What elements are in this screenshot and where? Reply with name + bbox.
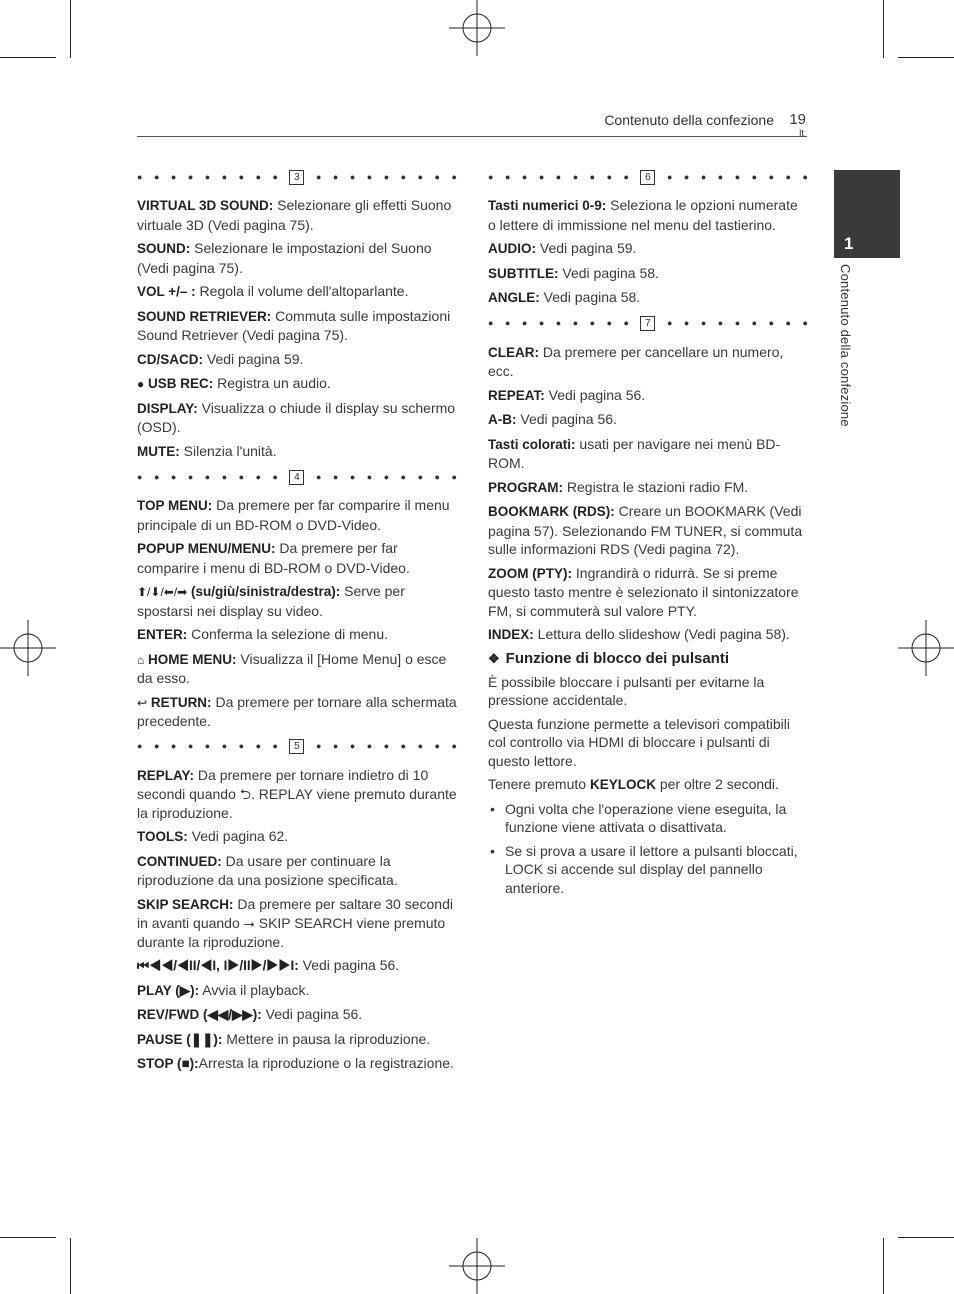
entry (137, 852, 457, 890)
entry-text: Registra le stazioni radio FM. (563, 478, 749, 495)
entry-text: Conferma la selezione di menu. (187, 626, 389, 642)
entry-key: HOME MENU: (144, 651, 237, 667)
entry-key: CONTINUED: (137, 853, 222, 869)
entry-text: usati per navigare nei menù BD-ROM. (488, 435, 781, 471)
button-icon: ● (137, 377, 145, 391)
entry (488, 625, 808, 645)
entry-key: PAUSE (❚❚): (137, 1031, 223, 1047)
entry (137, 827, 457, 847)
entry (488, 410, 808, 430)
dot-icon: ● (315, 471, 322, 482)
header-title: Contenuto della confezione (604, 112, 774, 128)
entry (137, 399, 457, 437)
dot-icon: ● (768, 318, 774, 328)
crop-mark (70, 0, 71, 58)
entry-key: CLEAR: (488, 344, 539, 360)
entry-key: A-B: (488, 412, 517, 427)
dot-icon: ● (434, 471, 440, 482)
dot-icon: ● (272, 741, 278, 751)
crop-mark (883, 0, 884, 58)
dot-icon: ● (555, 318, 562, 328)
feature-paragraph: È possibile bloccare i pulsanti per evitarne la pressione accidentale. (488, 673, 765, 708)
dot-icon: ● (332, 171, 339, 182)
entry (137, 496, 457, 534)
entry-key: REPEAT: (488, 387, 545, 403)
right-sections (488, 166, 808, 645)
entry-text: Da premere per far comparire il menu principale di un BD-ROM o DVD-Video. (137, 497, 450, 533)
entry-text: Visualizza o chiude il display su schermo (OSD). (137, 399, 456, 435)
entry-key: Tasti colorati: (488, 436, 576, 452)
entry-text: Vedi pagina 62. (187, 828, 289, 844)
entry-key: SKIP SEARCH: (137, 896, 234, 912)
dot-icon: ● (349, 741, 356, 751)
entry-key: USB REC: (144, 376, 214, 391)
language-code: It (798, 128, 804, 138)
dot-icon: ● (349, 171, 356, 182)
dot-icon: ● (451, 741, 457, 751)
entry-key: ⏮◀◀/◀II/◀I, I▶/II▶/▶▶I: (137, 958, 299, 973)
dot-icon: ● (589, 318, 596, 328)
dot-icon: ● (417, 471, 423, 482)
entry (137, 895, 457, 952)
dot-icon: ● (734, 171, 741, 182)
chapter-label: Contenuto della confezione (838, 264, 853, 427)
dot-icon: ● (751, 171, 758, 182)
dot-icon: ● (383, 171, 390, 182)
entry-key: VIRTUAL 3D SOUND: (137, 198, 274, 213)
entry-key: STOP (■): (137, 1056, 199, 1071)
dot-icon: ● (623, 171, 629, 182)
dot-icon: ● (315, 171, 322, 182)
entry-key: SOUND RETRIEVER: (137, 308, 272, 324)
dot-icon: ● (606, 171, 612, 182)
dot-icon: ● (666, 171, 673, 182)
entry-text: Vedi pagina 56. (261, 1006, 363, 1022)
crop-mark (898, 1237, 954, 1238)
feature-paragraph: Questa funzione permette a televisori compatibili col controllo via HDMI di bloccare i pulsanti di questo lettore. (488, 715, 790, 769)
dot-icon: ● (768, 171, 774, 182)
entry-key: TOOLS: (137, 829, 188, 844)
dot-icon: ● (366, 741, 373, 751)
entry (488, 196, 808, 234)
dot-icon: ● (187, 171, 194, 182)
entry-text: Silenzia l'unità. (179, 442, 277, 459)
entry-key: ENTER: (137, 627, 188, 642)
dot-icon: ● (153, 171, 160, 182)
button-icon: ⬆/⬇/⬅/➡ (137, 585, 188, 599)
entry (137, 442, 457, 462)
dot-icon: ● (751, 318, 758, 328)
dot-icon: ● (332, 471, 339, 482)
registration-mark-icon (449, 0, 505, 56)
entry (137, 307, 457, 345)
entry-key: POPUP MENU/MENU: (137, 541, 276, 556)
section-number-badge: 7 (640, 316, 655, 331)
feature-paragraph (488, 775, 808, 795)
entry-key: PROGRAM: (488, 479, 563, 495)
entry-key: Tasti numerici 0-9: (488, 198, 607, 213)
dot-icon: ● (572, 318, 579, 328)
entry (137, 239, 457, 277)
bullet-icon: • (490, 842, 495, 859)
dot-icon: ● (255, 741, 261, 751)
keylock-label: KEYLOCK (589, 777, 656, 792)
dot-icon: ● (417, 171, 423, 182)
dot-icon: ● (451, 171, 457, 182)
dot-icon: ● (349, 471, 356, 482)
dot-icon: ● (434, 171, 440, 182)
entry (137, 282, 457, 302)
registration-mark-icon (0, 620, 56, 676)
entry (137, 1054, 457, 1074)
dot-icon: ● (488, 318, 494, 328)
entry (488, 288, 808, 308)
entry (137, 981, 457, 1001)
entry-text: Da premere per tornare indietro di 10 secondi quando ⮌. REPLAY viene premuto durante la riproduzione. (137, 766, 457, 821)
chapter-number: 1 (844, 234, 854, 253)
dot-icon: ● (802, 318, 808, 328)
entry-text: Serve per spostarsi nei display su video. (137, 583, 405, 619)
entry (137, 766, 457, 823)
dot-icon: ● (504, 171, 511, 182)
entry-text: Ingrandirà o ridurrà. Se si preme questo tasto mentre è selezionato il sintonizzatore FM, si commuterà sul valore PTY. (488, 564, 799, 619)
entry-key: TOP MENU: (137, 498, 213, 513)
entry (488, 502, 808, 559)
entry-text: Avvia il playback. (199, 981, 310, 998)
dot-icon: ● (802, 171, 808, 182)
dot-icon: ● (785, 171, 791, 182)
dot-icon: ● (417, 741, 423, 751)
dot-icon: ● (572, 171, 579, 182)
page-number: 19 (789, 111, 806, 128)
entry-key: PLAY (▶): (137, 982, 200, 998)
entry-text: Vedi pagina 56. (544, 386, 646, 403)
section-number-badge: 5 (289, 739, 304, 754)
entry (488, 386, 808, 406)
dot-icon: ● (434, 741, 440, 751)
entry-text: Regola il volume dell'altoparlante. (195, 283, 409, 299)
feature-text: per oltre 2 secondi. (655, 776, 779, 792)
registration-mark-icon (898, 620, 954, 676)
dot-icon: ● (504, 318, 511, 328)
entry-text: Da usare per continuare la riproduzione da una posizione specificata. (137, 852, 398, 888)
dot-icon: ● (187, 741, 194, 751)
entry-text: Visualizza il [Home Menu] o esce da esso. (137, 650, 447, 686)
dot-icon: ● (606, 318, 612, 328)
entry-text: Da premere per saltare 30 secondi in avanti quando ⭢ SKIP SEARCH viene premuto durante la riproduzione. (137, 895, 453, 950)
feature-heading (488, 650, 808, 667)
button-icon: ⌂ (137, 652, 145, 667)
entry (137, 693, 457, 731)
dot-icon: ● (170, 741, 177, 751)
right-column (488, 166, 808, 902)
entry (488, 264, 808, 284)
dot-icon: ● (734, 318, 741, 328)
dot-icon: ● (221, 471, 228, 482)
dot-icon: ● (366, 471, 373, 482)
entry (488, 239, 808, 259)
entry (137, 539, 457, 577)
entry-key: ZOOM (PTY): (488, 565, 572, 581)
entry-text: Vedi pagina 56. (516, 411, 617, 427)
dot-icon: ● (451, 471, 457, 482)
entry-text: Selezionare le impostazioni del Suono (Vedi pagina 75). (137, 240, 432, 276)
entry-text: Registra un audio. (213, 375, 331, 391)
left-column (137, 166, 457, 1079)
section-number-badge: 3 (289, 170, 304, 185)
entry (137, 650, 457, 688)
dot-icon: ● (589, 171, 596, 182)
bullet-text: Ogni volta che l'operazione viene eseguita, la funzione viene attivata o disattivata. (505, 800, 787, 835)
dot-icon: ● (153, 741, 160, 751)
dot-icon: ● (555, 171, 562, 182)
dot-icon: ● (238, 171, 245, 182)
dot-icon: ● (717, 171, 724, 182)
entry-key: AUDIO: (488, 241, 536, 256)
dot-icon: ● (204, 471, 211, 482)
dot-icon: ● (538, 318, 545, 328)
dot-icon: ● (383, 741, 390, 751)
entry (137, 1030, 457, 1050)
entry-text: Mettere in pausa la riproduzione. (222, 1030, 431, 1047)
bullet-item (488, 800, 808, 837)
entry (488, 343, 808, 381)
crop-mark (0, 1237, 56, 1238)
entry-text: Vedi pagina 58. (539, 289, 641, 305)
diamond-icon: ❖ (488, 650, 500, 666)
crop-mark (883, 1238, 884, 1294)
page-header (137, 108, 807, 137)
entry (488, 435, 808, 473)
dot-icon: ● (700, 318, 707, 328)
dot-icon: ● (137, 171, 143, 182)
dot-icon: ● (366, 171, 373, 182)
entry-text: Commuta sulle impostazioni Sound Retriever (Vedi pagina 75). (137, 307, 451, 343)
entry-key: RETURN: (147, 694, 212, 710)
section-number-badge: 6 (640, 170, 655, 185)
entry-text: Vedi pagina 58. (558, 264, 659, 281)
dot-icon: ● (683, 318, 690, 328)
entry (137, 956, 457, 976)
dot-icon: ● (400, 471, 407, 482)
dot-icon: ● (221, 171, 228, 182)
dot-icon: ● (238, 471, 245, 482)
dot-icon: ● (187, 471, 194, 482)
dot-icon: ● (521, 318, 528, 328)
entry (137, 196, 457, 234)
dot-icon: ● (137, 471, 143, 482)
dot-icon: ● (785, 318, 791, 328)
dot-icon: ● (255, 171, 261, 182)
dot-icon: ● (400, 741, 407, 751)
entry-text: Da premere per tornare alla schermata precedente. (137, 693, 457, 729)
entry-text: Creare un BOOKMARK (Vedi pagina 57). Selezionando FM TUNER, si commuta sulle informazioni RDS (Vedi pagina 72). (488, 503, 803, 557)
registration-mark-icon (449, 1238, 505, 1294)
bullet-icon: • (490, 800, 495, 817)
section-separator (137, 736, 457, 758)
entry-text: Arresta la riproduzione o la registrazione. (198, 1055, 454, 1071)
dot-icon: ● (221, 741, 228, 751)
entry (137, 1005, 457, 1025)
dot-icon: ● (153, 471, 160, 482)
entry-key: SUBTITLE: (488, 265, 559, 281)
dot-icon: ● (700, 171, 707, 182)
entry-key: VOL +/– : (137, 284, 196, 299)
dot-icon: ● (488, 171, 494, 182)
dot-icon: ● (623, 318, 629, 328)
dot-icon: ● (683, 171, 690, 182)
entry (137, 350, 457, 370)
entry-key: MUTE: (137, 443, 180, 459)
entry (137, 374, 457, 394)
section-separator (137, 166, 457, 188)
feature-title: Funzione di blocco dei pulsanti (505, 649, 729, 667)
entry-text: Vedi pagina 56. (298, 957, 400, 973)
dot-icon: ● (383, 471, 390, 482)
crop-mark (0, 57, 56, 58)
dot-icon: ● (238, 741, 245, 751)
section-number-badge: 4 (289, 470, 304, 485)
entry-key: REPLAY: (137, 767, 195, 783)
dot-icon: ● (666, 318, 673, 328)
entry-key: ANGLE: (488, 290, 540, 305)
entry (137, 582, 457, 620)
entry (488, 564, 808, 621)
dot-icon: ● (315, 741, 322, 751)
entry-key: DISPLAY: (137, 400, 198, 416)
entry-text: Da premere per cancellare un numero, ecc. (488, 343, 784, 379)
entry-text: Vedi pagina 59. (536, 240, 637, 256)
entry-key: INDEX: (488, 627, 534, 642)
dot-icon: ● (717, 318, 724, 328)
bullet-text: Se si prova a usare il lettore a pulsanti bloccati, LOCK si accende sul display del pannello anteriore. (505, 842, 798, 896)
entry-text: Da premere per far comparire i menu di BD-ROM o DVD-Video. (137, 540, 410, 576)
button-icon: ↩ (137, 695, 148, 710)
entry-text: Seleziona le opzioni numerate o lettere di immissione nel menu del tastierino. (488, 197, 798, 233)
entry-key: SOUND: (137, 241, 191, 256)
dot-icon: ● (204, 741, 211, 751)
section-separator (137, 466, 457, 488)
dot-icon: ● (137, 741, 143, 751)
chapter-tab (834, 170, 900, 258)
entry-text: Vedi pagina 59. (203, 350, 304, 367)
dot-icon: ● (332, 741, 339, 751)
dot-icon: ● (400, 171, 407, 182)
dot-icon: ● (272, 471, 278, 482)
entry-text: Lettura dello slideshow (Vedi pagina 58). (533, 626, 790, 642)
section-separator (488, 166, 808, 188)
dot-icon: ● (272, 171, 278, 182)
entry-key: REV/FWD (◀◀/▶▶): (137, 1007, 262, 1022)
entry-key: BOOKMARK (RDS): (488, 504, 615, 519)
dot-icon: ● (170, 171, 177, 182)
entry-key: (su/giù/sinistra/destra): (187, 584, 341, 599)
dot-icon: ● (538, 171, 545, 182)
dot-icon: ● (170, 471, 177, 482)
entry (137, 625, 457, 645)
dot-icon: ● (204, 171, 211, 182)
feature-text: Tenere premuto (488, 776, 590, 792)
section-separator (488, 313, 808, 335)
entry (488, 478, 808, 498)
crop-mark (70, 1238, 71, 1294)
entry-text: Selezionare gli effetti Suono virtuale 3D (Vedi pagina 75). (137, 197, 452, 233)
bullet-item (488, 842, 808, 898)
dot-icon: ● (255, 471, 261, 482)
dot-icon: ● (521, 171, 528, 182)
crop-mark (898, 57, 954, 58)
entry-key: CD/SACD: (137, 351, 203, 367)
